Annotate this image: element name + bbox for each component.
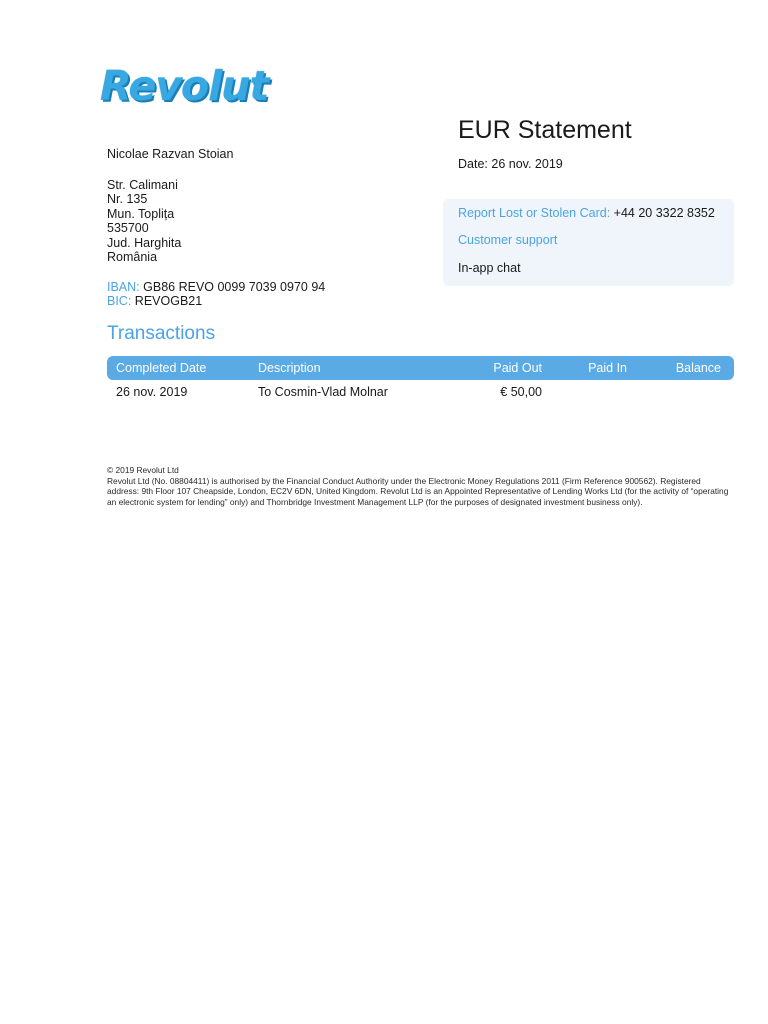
date-value: 26 nov. 2019 <box>491 157 563 171</box>
address-line: 535700 <box>107 221 149 236</box>
column-paid-in: Paid In <box>588 361 627 375</box>
lost-card-row <box>458 206 715 220</box>
bic-row <box>107 294 325 308</box>
bic-label: BIC: <box>107 294 132 309</box>
bic-value: REVOGB21 <box>134 294 203 309</box>
legal-text: Revolut Ltd (No. 08804411) is authorised by the Financial Conduct Authority under the Electronic Money Regulations 2011 (Firm Reference 900562). Registered address: 9th Floor 107 Cheapside, London, EC2V 6DN, United Kingdom. Revolut Ltd is an Appointed Representative of Lending Works Ltd (for the activity of “operating an electronic system for lending” only) and Thornbridge Investment Management LLP (for the purposes of designated investment business only). <box>107 475 729 507</box>
address-line: Nr. 135 <box>107 192 148 207</box>
row-date: 26 nov. 2019 <box>116 385 188 399</box>
row-paid-out: € 50,00 <box>500 385 542 399</box>
customer-name: Nicolae Razvan Stoian <box>107 147 234 161</box>
customer-support-value: In-app chat <box>458 261 521 275</box>
address-line: Jud. Harghita <box>107 235 182 250</box>
iban-row <box>107 280 325 294</box>
address-line: Str. Calimani <box>107 178 178 192</box>
row-description: To Cosmin-Vlad Molnar <box>258 385 388 399</box>
date-label: Date: <box>458 157 488 171</box>
column-balance: Balance <box>675 361 721 375</box>
customer-support-label: Customer support <box>458 233 558 247</box>
iban-label: IBAN: <box>107 280 140 294</box>
customer-address <box>107 178 181 264</box>
address-line: Mun. Toplița <box>107 206 175 221</box>
column-completed-date: Completed Date <box>116 361 207 375</box>
contact-panel <box>443 199 734 286</box>
address-line: România <box>107 250 158 265</box>
bank-details <box>107 280 325 309</box>
statement-title: EUR Statement <box>458 116 632 144</box>
column-description: Description <box>258 361 321 375</box>
revolut-logo: Revolut <box>100 62 269 110</box>
column-paid-out: Paid Out <box>493 361 542 375</box>
transactions-heading: Transactions <box>107 323 216 344</box>
lost-card-label: Report Lost or Stolen Card: <box>458 206 611 220</box>
transactions-table-header <box>107 356 734 380</box>
statement-date <box>458 157 563 171</box>
copyright: © 2019 Revolut Ltd <box>107 465 179 475</box>
iban-value: GB86 REVO 0099 7039 0970 94 <box>143 280 326 294</box>
table-row <box>107 380 734 404</box>
lost-card-phone[interactable]: +44 20 3322 8352 <box>613 206 715 220</box>
legal-footer <box>107 465 732 507</box>
